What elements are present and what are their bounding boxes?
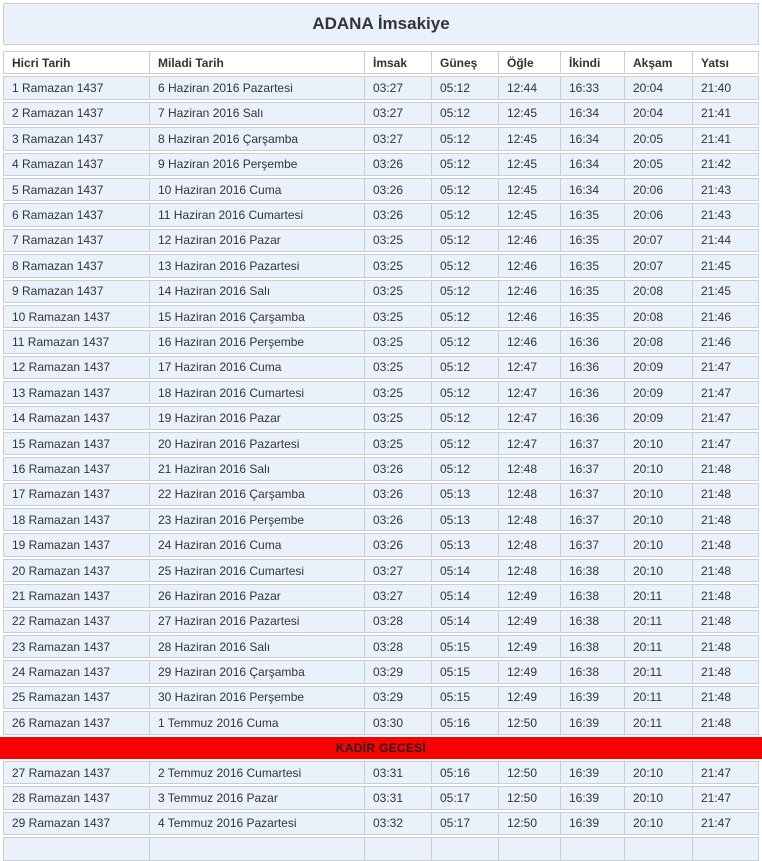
- table-cell: 17 Ramazan 1437: [3, 483, 150, 506]
- table-row: [3, 153, 759, 176]
- table-row: [3, 178, 759, 201]
- table-cell: 15 Ramazan 1437: [3, 432, 150, 455]
- table-cell: 21 Ramazan 1437: [3, 584, 150, 607]
- table-cell: 12 Haziran 2016 Pazar: [150, 229, 365, 252]
- table-cell: 03:25: [365, 330, 432, 353]
- page-title: ADANA İmsakiye: [3, 3, 759, 45]
- table-cell: 20:06: [625, 178, 693, 201]
- table-cell: 03:26: [365, 533, 432, 556]
- table-cell: 21:46: [693, 305, 759, 328]
- table-cell: 1 Temmuz 2016 Cuma: [150, 711, 365, 734]
- table-cell: 16:39: [561, 761, 625, 784]
- table-cell: 16:37: [561, 533, 625, 556]
- table-cell: 16:33: [561, 76, 625, 99]
- table-cell: [625, 837, 693, 860]
- table-cell: 03:25: [365, 381, 432, 404]
- table-cell: 20:10: [625, 812, 693, 835]
- table-cell: 16:37: [561, 432, 625, 455]
- table-cell: 05:12: [432, 254, 499, 277]
- table-cell: 20:10: [625, 559, 693, 582]
- table-cell: 21:48: [693, 711, 759, 734]
- table-cell: 16:34: [561, 153, 625, 176]
- table-cell: 12 Ramazan 1437: [3, 356, 150, 379]
- table-cell: 05:13: [432, 533, 499, 556]
- table-cell: 05:16: [432, 761, 499, 784]
- table-row: [3, 457, 759, 480]
- table-cell: 6 Ramazan 1437: [3, 203, 150, 226]
- table-cell: 20:04: [625, 76, 693, 99]
- table-cell: 03:25: [365, 305, 432, 328]
- table-cell: 05:12: [432, 280, 499, 303]
- table-cell: 12:46: [499, 330, 561, 353]
- table-cell: 21:47: [693, 786, 759, 809]
- table-cell: 05:12: [432, 127, 499, 150]
- table-cell: 20:07: [625, 254, 693, 277]
- table-cell: 12:47: [499, 356, 561, 379]
- table-cell: 05:14: [432, 559, 499, 582]
- table-cell: 12:45: [499, 203, 561, 226]
- table-cell: 20:09: [625, 381, 693, 404]
- table-cell: 05:12: [432, 406, 499, 429]
- table-cell: 05:14: [432, 584, 499, 607]
- table-cell: 21:48: [693, 635, 759, 658]
- table-cell: 12:45: [499, 127, 561, 150]
- table-cell: 12:49: [499, 584, 561, 607]
- table-cell: 18 Haziran 2016 Cumartesi: [150, 381, 365, 404]
- column-header-hicri-tarih: Hicri Tarih: [3, 51, 150, 74]
- column-header-imsak: İmsak: [365, 51, 432, 74]
- table-cell: 12:47: [499, 432, 561, 455]
- table-cell: 16:35: [561, 280, 625, 303]
- table-cell: 16:38: [561, 660, 625, 683]
- table-cell: 19 Ramazan 1437: [3, 533, 150, 556]
- table-row: [3, 356, 759, 379]
- table-cell: 16:35: [561, 305, 625, 328]
- table-cell: 03:27: [365, 584, 432, 607]
- table-cell: 21:43: [693, 203, 759, 226]
- table-cell: 18 Ramazan 1437: [3, 508, 150, 531]
- table-row: [3, 686, 759, 709]
- table-cell: 16:35: [561, 229, 625, 252]
- table-cell: 03:27: [365, 102, 432, 125]
- table-cell: 12:47: [499, 381, 561, 404]
- table-cell: 24 Ramazan 1437: [3, 660, 150, 683]
- table-cell: 10 Ramazan 1437: [3, 305, 150, 328]
- table-cell: 03:25: [365, 280, 432, 303]
- table-cell: 17 Haziran 2016 Cuma: [150, 356, 365, 379]
- table-cell: 20:10: [625, 786, 693, 809]
- table-row: [3, 610, 759, 633]
- table-cell: 03:26: [365, 203, 432, 226]
- table-cell: 16:38: [561, 610, 625, 633]
- table-cell: 16:39: [561, 711, 625, 734]
- table-cell: 03:25: [365, 229, 432, 252]
- table-cell: 21:47: [693, 381, 759, 404]
- column-header-ogle: Öğle: [499, 51, 561, 74]
- table-cell: 03:26: [365, 483, 432, 506]
- table-cell: 14 Haziran 2016 Salı: [150, 280, 365, 303]
- table-cell: 21:48: [693, 457, 759, 480]
- table-cell: 20:11: [625, 711, 693, 734]
- table-cell: 20:10: [625, 508, 693, 531]
- table-cell: 25 Haziran 2016 Cumartesi: [150, 559, 365, 582]
- table-cell: 16:38: [561, 584, 625, 607]
- table-cell: [693, 837, 759, 860]
- table-cell: 12:46: [499, 229, 561, 252]
- table-cell: 21:48: [693, 660, 759, 683]
- table-cell: 20:09: [625, 406, 693, 429]
- table-cell: 03:25: [365, 406, 432, 429]
- table-cell: 28 Haziran 2016 Salı: [150, 635, 365, 658]
- table-cell: 3 Temmuz 2016 Pazar: [150, 786, 365, 809]
- table-cell: 20:05: [625, 153, 693, 176]
- table-cell: 21:41: [693, 127, 759, 150]
- table-cell: [499, 837, 561, 860]
- table-row: [3, 127, 759, 150]
- table-cell: 2 Ramazan 1437: [3, 102, 150, 125]
- table-cell: 29 Haziran 2016 Çarşamba: [150, 660, 365, 683]
- table-cell: 05:12: [432, 356, 499, 379]
- table-cell: 23 Haziran 2016 Perşembe: [150, 508, 365, 531]
- table-cell: 03:25: [365, 356, 432, 379]
- table-cell: 05:17: [432, 786, 499, 809]
- table-cell: 22 Haziran 2016 Çarşamba: [150, 483, 365, 506]
- column-header-miladi-tarih: Miladi Tarih: [150, 51, 365, 74]
- table-cell: 16 Ramazan 1437: [3, 457, 150, 480]
- table-cell: 03:32: [365, 812, 432, 835]
- table-cell: 05:15: [432, 686, 499, 709]
- table-row: [3, 508, 759, 531]
- table-row: [3, 483, 759, 506]
- column-header-gunes: Güneş: [432, 51, 499, 74]
- table-cell: 20:10: [625, 457, 693, 480]
- table-cell: 24 Haziran 2016 Cuma: [150, 533, 365, 556]
- table-cell: 21:42: [693, 153, 759, 176]
- table-cell: 03:25: [365, 432, 432, 455]
- table-row: [3, 584, 759, 607]
- table-cell: 20:11: [625, 610, 693, 633]
- table-cell: 03:28: [365, 610, 432, 633]
- table-cell: 12:49: [499, 635, 561, 658]
- table-cell: 05:12: [432, 381, 499, 404]
- table-cell: 05:12: [432, 229, 499, 252]
- table-cell: 03:29: [365, 686, 432, 709]
- table-cell: 03:30: [365, 711, 432, 734]
- table-cell: 25 Ramazan 1437: [3, 686, 150, 709]
- table-cell: 03:29: [365, 660, 432, 683]
- table-cell: 20:10: [625, 533, 693, 556]
- table-cell: 16:36: [561, 406, 625, 429]
- table-row: [3, 711, 759, 734]
- column-header-aksam: Akşam: [625, 51, 693, 74]
- table-cell: 13 Haziran 2016 Pazartesi: [150, 254, 365, 277]
- table-cell: 21:43: [693, 178, 759, 201]
- table-row: [3, 533, 759, 556]
- table-cell: [3, 837, 150, 860]
- table-cell: 12:50: [499, 786, 561, 809]
- table-cell: 05:12: [432, 330, 499, 353]
- table-cell: 05:15: [432, 635, 499, 658]
- table-row: [3, 381, 759, 404]
- table-cell: 20:09: [625, 356, 693, 379]
- table-cell: 03:31: [365, 786, 432, 809]
- table-row: [3, 432, 759, 455]
- table-cell: 12:45: [499, 102, 561, 125]
- table-cell: [150, 837, 365, 860]
- table-cell: 21:46: [693, 330, 759, 353]
- table-cell: 10 Haziran 2016 Cuma: [150, 178, 365, 201]
- table-cell: 05:12: [432, 305, 499, 328]
- table-cell: 16:35: [561, 203, 625, 226]
- table-row: [3, 229, 759, 252]
- table-cell: 16:36: [561, 381, 625, 404]
- table-cell: 12:44: [499, 76, 561, 99]
- table-cell: 16:39: [561, 786, 625, 809]
- table-cell: 20:08: [625, 280, 693, 303]
- table-cell: 20:10: [625, 432, 693, 455]
- table-cell: 03:26: [365, 178, 432, 201]
- table-cell: 21:47: [693, 432, 759, 455]
- table-cell: 20:11: [625, 686, 693, 709]
- table-cell: 16:36: [561, 330, 625, 353]
- table-cell: 21:48: [693, 686, 759, 709]
- table-cell: 11 Ramazan 1437: [3, 330, 150, 353]
- table-cell: 05:12: [432, 153, 499, 176]
- table-cell: 20 Haziran 2016 Pazartesi: [150, 432, 365, 455]
- table-cell: 7 Haziran 2016 Salı: [150, 102, 365, 125]
- table-cell: 21:47: [693, 406, 759, 429]
- table-cell: 13 Ramazan 1437: [3, 381, 150, 404]
- table-row: [3, 660, 759, 683]
- table-cell: 15 Haziran 2016 Çarşamba: [150, 305, 365, 328]
- table-cell: 21:48: [693, 584, 759, 607]
- table-cell: 20:05: [625, 127, 693, 150]
- table-cell: 14 Ramazan 1437: [3, 406, 150, 429]
- table-cell: 16:34: [561, 178, 625, 201]
- table-cell: 19 Haziran 2016 Pazar: [150, 406, 365, 429]
- table-cell: 20:10: [625, 761, 693, 784]
- table-cell: 20:11: [625, 660, 693, 683]
- table-cell: 27 Ramazan 1437: [3, 761, 150, 784]
- table-row: [3, 812, 759, 835]
- table-cell: 21:47: [693, 812, 759, 835]
- table-cell: 20:08: [625, 305, 693, 328]
- partial-row: [3, 837, 759, 860]
- table-cell: 03:27: [365, 76, 432, 99]
- table-cell: 12:47: [499, 406, 561, 429]
- table-cell: 16:39: [561, 812, 625, 835]
- column-header-yatsi: Yatsı: [693, 51, 759, 74]
- table-cell: 05:13: [432, 483, 499, 506]
- table-cell: 16:37: [561, 457, 625, 480]
- table-cell: 05:12: [432, 76, 499, 99]
- table-cell: 7 Ramazan 1437: [3, 229, 150, 252]
- table-cell: 12:46: [499, 254, 561, 277]
- table-cell: 12:45: [499, 178, 561, 201]
- table-cell: 21:48: [693, 508, 759, 531]
- table-cell: 05:13: [432, 508, 499, 531]
- table-cell: 9 Haziran 2016 Perşembe: [150, 153, 365, 176]
- table-cell: 21:41: [693, 102, 759, 125]
- table-cell: 20:08: [625, 330, 693, 353]
- table-cell: 20:10: [625, 483, 693, 506]
- table-cell: 4 Ramazan 1437: [3, 153, 150, 176]
- table-cell: [432, 837, 499, 860]
- table-cell: 26 Ramazan 1437: [3, 711, 150, 734]
- table-cell: 03:25: [365, 254, 432, 277]
- table-cell: 16 Haziran 2016 Perşembe: [150, 330, 365, 353]
- table-cell: 12:45: [499, 153, 561, 176]
- table-cell: 23 Ramazan 1437: [3, 635, 150, 658]
- table-cell: [561, 837, 625, 860]
- table-cell: 20:06: [625, 203, 693, 226]
- table-cell: 16:35: [561, 254, 625, 277]
- table-cell: 5 Ramazan 1437: [3, 178, 150, 201]
- table-header-row: [3, 51, 759, 74]
- table-cell: 21:48: [693, 610, 759, 633]
- table-row: [3, 254, 759, 277]
- table-cell: 20:11: [625, 584, 693, 607]
- table-cell: 16:36: [561, 356, 625, 379]
- imsakiye-table: [0, 51, 762, 861]
- table-cell: 12:48: [499, 457, 561, 480]
- table-cell: 03:28: [365, 635, 432, 658]
- table-cell: 21:40: [693, 76, 759, 99]
- table-cell: 03:26: [365, 508, 432, 531]
- table-cell: 20:11: [625, 635, 693, 658]
- table-row: [3, 330, 759, 353]
- table-cell: 21:45: [693, 254, 759, 277]
- table-cell: 4 Temmuz 2016 Pazartesi: [150, 812, 365, 835]
- table-cell: 21:48: [693, 533, 759, 556]
- table-row: [3, 76, 759, 99]
- table-cell: [365, 837, 432, 860]
- table-cell: 2 Temmuz 2016 Cumartesi: [150, 761, 365, 784]
- table-cell: 12:48: [499, 508, 561, 531]
- table-row: [3, 559, 759, 582]
- kadir-gecesi-banner: KADİR GECESİ: [0, 737, 762, 759]
- table-cell: 21:47: [693, 761, 759, 784]
- table-cell: 12:49: [499, 610, 561, 633]
- table-row: [3, 203, 759, 226]
- table-cell: 28 Ramazan 1437: [3, 786, 150, 809]
- table-cell: 05:16: [432, 711, 499, 734]
- table-cell: 21:48: [693, 483, 759, 506]
- table-cell: 16:38: [561, 559, 625, 582]
- table-cell: 12:50: [499, 711, 561, 734]
- table-row: [3, 102, 759, 125]
- table-cell: 16:38: [561, 635, 625, 658]
- table-cell: 21:48: [693, 559, 759, 582]
- table-cell: 1 Ramazan 1437: [3, 76, 150, 99]
- table-cell: 9 Ramazan 1437: [3, 280, 150, 303]
- table-cell: 16:34: [561, 127, 625, 150]
- table-cell: 3 Ramazan 1437: [3, 127, 150, 150]
- table-cell: 12:48: [499, 559, 561, 582]
- table-cell: 26 Haziran 2016 Pazar: [150, 584, 365, 607]
- table-cell: 20:07: [625, 229, 693, 252]
- table-cell: 20 Ramazan 1437: [3, 559, 150, 582]
- table-cell: 05:17: [432, 812, 499, 835]
- table-cell: 12:50: [499, 812, 561, 835]
- table-cell: 16:34: [561, 102, 625, 125]
- table-cell: 21:45: [693, 280, 759, 303]
- table-cell: 05:12: [432, 432, 499, 455]
- table-row: [3, 406, 759, 429]
- table-cell: 12:46: [499, 305, 561, 328]
- table-cell: 03:26: [365, 457, 432, 480]
- table-cell: 12:46: [499, 280, 561, 303]
- table-cell: 05:15: [432, 660, 499, 683]
- table-cell: 30 Haziran 2016 Perşembe: [150, 686, 365, 709]
- table-cell: 03:26: [365, 153, 432, 176]
- table-cell: 16:39: [561, 686, 625, 709]
- table-cell: 05:12: [432, 102, 499, 125]
- table-cell: 03:31: [365, 761, 432, 784]
- table-cell: 05:14: [432, 610, 499, 633]
- table-cell: 21 Haziran 2016 Salı: [150, 457, 365, 480]
- table-cell: 16:37: [561, 508, 625, 531]
- table-row: [3, 635, 759, 658]
- table-cell: 12:49: [499, 686, 561, 709]
- table-cell: 29 Ramazan 1437: [3, 812, 150, 835]
- table-cell: 8 Haziran 2016 Çarşamba: [150, 127, 365, 150]
- table-cell: 12:48: [499, 483, 561, 506]
- table-row: [3, 280, 759, 303]
- table-cell: 05:12: [432, 457, 499, 480]
- table-cell: 21:44: [693, 229, 759, 252]
- table-cell: 20:04: [625, 102, 693, 125]
- table-cell: 6 Haziran 2016 Pazartesi: [150, 76, 365, 99]
- table-cell: 8 Ramazan 1437: [3, 254, 150, 277]
- table-cell: 12:49: [499, 660, 561, 683]
- table-row: [3, 305, 759, 328]
- table-cell: 03:27: [365, 127, 432, 150]
- table-cell: 12:50: [499, 761, 561, 784]
- table-body: [0, 76, 762, 860]
- table-row: [3, 761, 759, 784]
- table-row: [3, 786, 759, 809]
- table-cell: 12:48: [499, 533, 561, 556]
- table-cell: 05:12: [432, 178, 499, 201]
- table-cell: 22 Ramazan 1437: [3, 610, 150, 633]
- table-cell: 16:37: [561, 483, 625, 506]
- table-cell: 03:27: [365, 559, 432, 582]
- table-cell: 11 Haziran 2016 Cumartesi: [150, 203, 365, 226]
- table-cell: 27 Haziran 2016 Pazartesi: [150, 610, 365, 633]
- table-cell: 21:47: [693, 356, 759, 379]
- column-header-ikindi: İkindi: [561, 51, 625, 74]
- table-cell: 05:12: [432, 203, 499, 226]
